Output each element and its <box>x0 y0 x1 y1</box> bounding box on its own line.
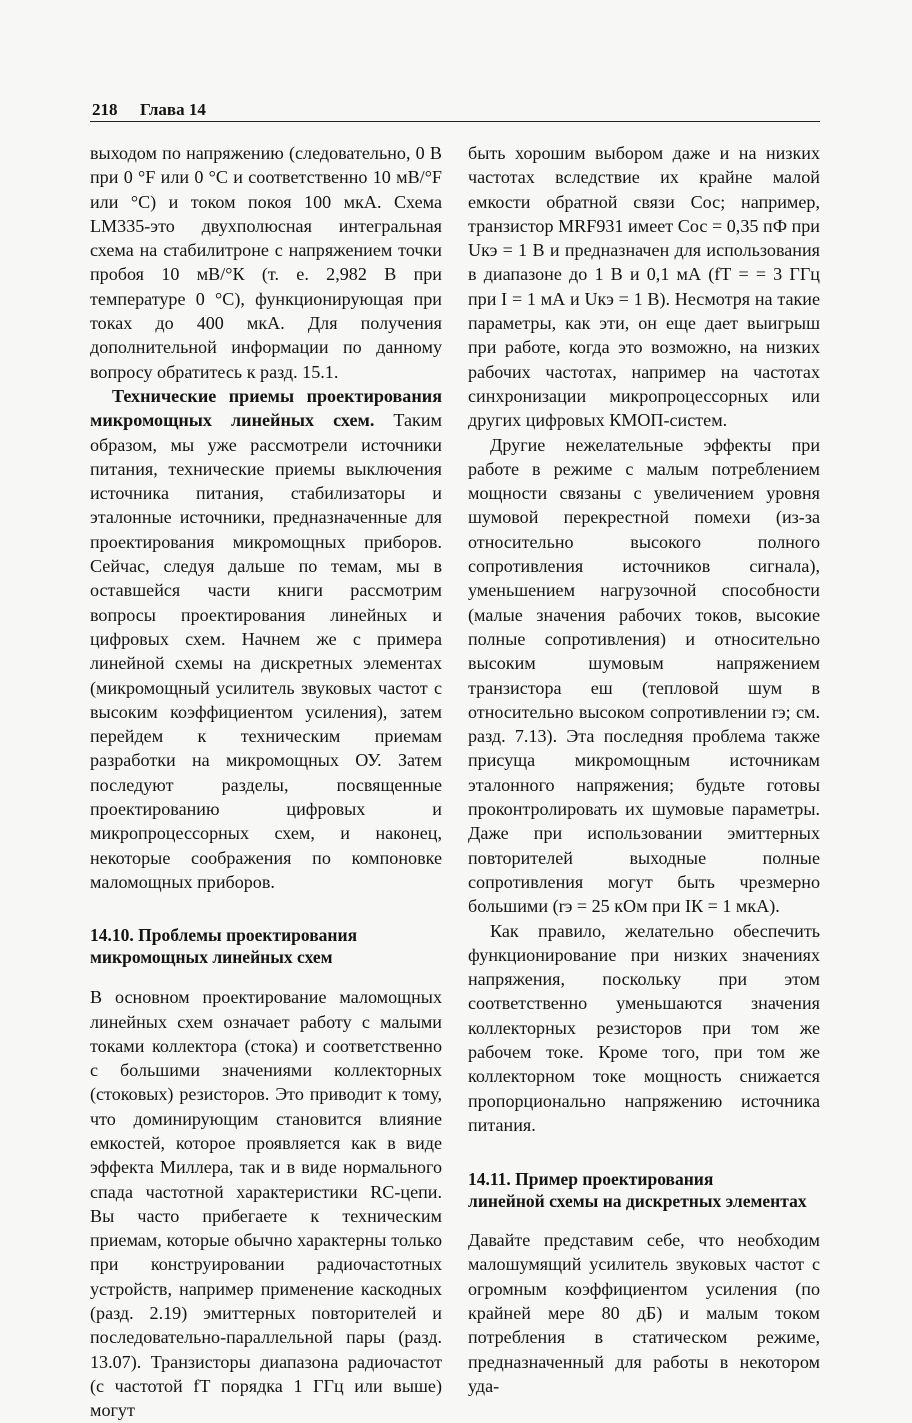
heading-line: 14.10. Проблемы проектирования <box>90 925 358 946</box>
section-heading-14-10 <box>90 924 442 968</box>
paragraph-text: Таким образом, мы уже рассмотрели источники питания, технические приемы выключения источника питания, стабилизаторы и эталонные источники, предназначенные для проектирования микромощных приборов. Сейчас, следуя дальше по темам, мы в оставшейся части книги рассмотрим вопросы проектирования линейных и цифровых схем. Начнем же с примера линейной схемы на дискретных элементах (микромощный усилитель звуковых частот с высоким коэффициентом усиления), затем перейдем к техническим приемам разработки на микромощных ОУ. Затем последуют разделы, посвященные проектированию цифровых и микропроцессорных схем, и наконец, некоторые соображения по компоновке маломощных приборов. <box>90 410 442 892</box>
paragraph: В основном проектирование маломощных линейных схем означает работу с малыми токами коллектора (стока) и соответственно с большими значениями коллекторных (стоковых) резисторов. Это приводит к тому, что доминирующим становится влияние емкостей, которое проявляется как в виде эффекта Миллера, так и в виде нормального спада частотной характеристики RC-цепи. Вы часто прибегаете к техническим приемам, которые обычно характерны только при конструировании радиочастотных устройств, например применение каскодных (разд. 2.19) эмиттерных повторителей и последовательно-параллельной пары (разд. 13.07). Транзисторы диапазона радиочастот (с частотой fТ порядка 1 ГГц или выше) могут <box>90 987 442 1421</box>
heading-line: 14.11. Пример проектирования <box>468 1169 714 1190</box>
run-in-heading: Технические приемы проектирования микромощных линейных схем. <box>90 385 442 431</box>
running-header <box>90 99 820 122</box>
paragraph <box>90 384 442 894</box>
right-column <box>468 141 820 1398</box>
paragraph: Давайте представим себе, что необходим малошумящий усилитель звуковых частот с огромным коэффициентом усиления (по крайней мере 80 дБ) и малым током потребления в статическом режиме, предназначенный для работы в некотором уда- <box>468 1230 820 1396</box>
page-number: 218 <box>92 100 118 119</box>
paragraph: быть хорошим выбором даже и на низких частотах вследствие их крайне малой емкости обратной связи Cос; например, транзистор MRF931 имеет Cос = 0,35 пФ при Uкэ = 1 В и предназначен для использования в диапазоне до 1 В и 0,1 мА (fТ = = 3 ГГц при I = 1 мА и Uкэ = 1 В). Несмотря на такие параметры, как эти, он еще дает выигрыш при работе, когда это возможно, на низких рабочих частотах, например на частотах синхронизации микропроцессорных или других цифровых КМОП-систем. <box>468 143 820 431</box>
left-column <box>90 141 442 1423</box>
paragraph: выходом по напряжению (следовательно, 0 В при 0 °F или 0 °С и соответственно 10 мВ/°F или °С) и током покоя 100 мкА. Схема LM335-это двухполюсная интегральная схема на стабилитроне с напряжением точки пробоя 10 мВ/°К (т. е. 2,982 В при температуре 0 °С), функционирующая при токах до 400 мкА. Для получения дополнительной информации по данному вопросу обратитесь к разд. 15.1. <box>90 143 442 382</box>
section-heading-14-11 <box>468 1168 820 1212</box>
heading-line: микромощных линейных схем <box>90 947 333 968</box>
paragraph: Другие нежелательные эффекты при работе в режиме с малым потреблением мощности связаны с увеличением уровня шумовой перекрестной помехи (из-за относительно высокого полного сопротивления источников сигнала), уменьшением нагрузочной способности (малые значения рабочих токов, высокие полные сопротивления) и относительно высоким шумовым напряжением транзистора eш (тепловой шум в относительно высоком сопротивлении rэ; см. разд. 7.13). Эта последняя проблема также присуща микромощным источникам эталонного напряжения; будьте готовы проконтролировать их шумовые параметры. Даже при использовании эмиттерных повторителей выходные полные сопротивления могут быть чрезмерно большими (rэ = 25 кОм при IК = 1 мкА). <box>468 434 820 917</box>
heading-line: линейной схемы на дискретных элементах <box>468 1191 807 1212</box>
paragraph: Как правило, желательно обеспечить функционирование при низких значениях напряжения, поскольку при этом соответственно уменьшаются значения коллекторных резисторов при том же рабочем токе. Кроме того, при том же коллекторном токе мощность снижается пропорционально напряжению источника питания. <box>468 920 820 1135</box>
chapter-title: Глава 14 <box>140 100 206 119</box>
